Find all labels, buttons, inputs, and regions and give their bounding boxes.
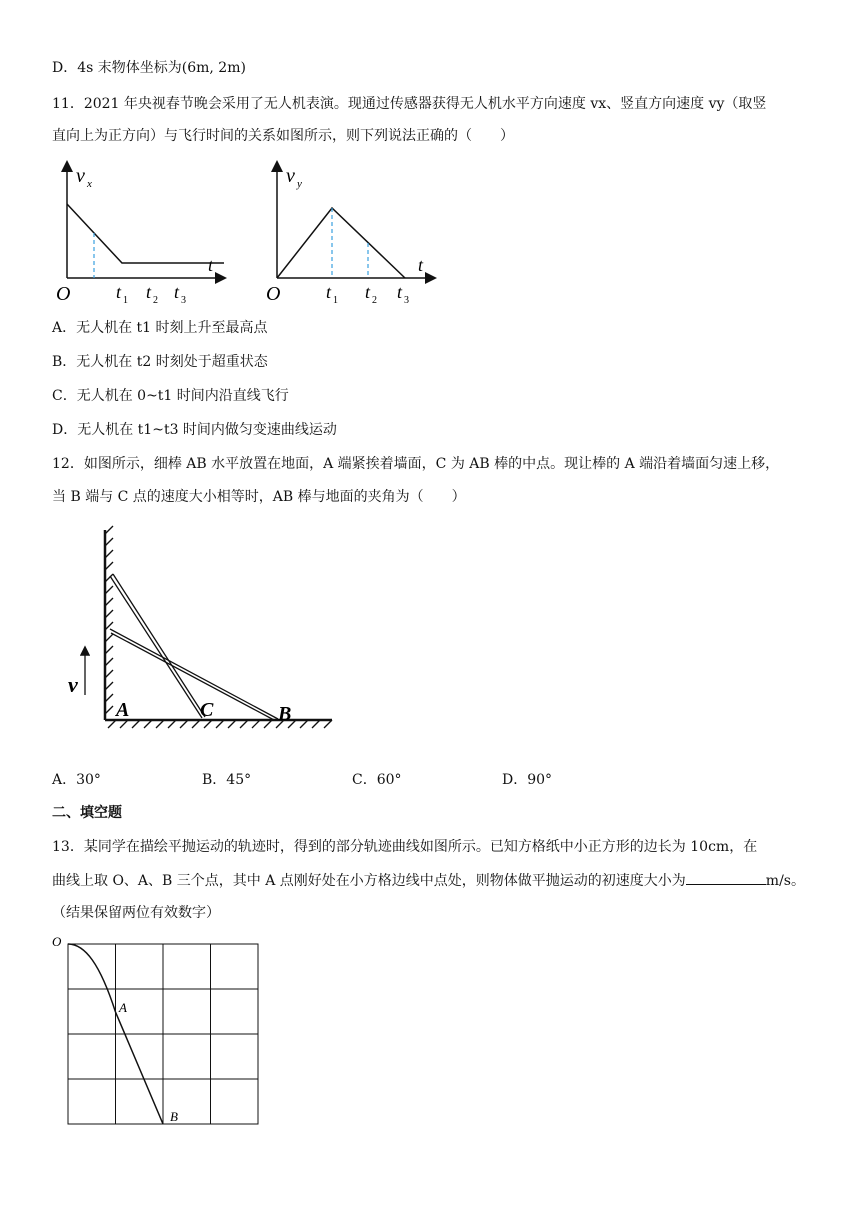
point-b-label: B: [278, 703, 292, 725]
q11-stem-line2: 直向上为正方向）与飞行时间的关系如图所示，则下列说法正确的（ ）: [52, 128, 514, 144]
svg-text:3: 3: [404, 295, 409, 306]
q12-option-d: D．90°: [502, 772, 553, 788]
origin-label: O: [56, 283, 71, 305]
svg-text:t: t: [116, 282, 122, 302]
q10-option-d: D．4s 末物体坐标为(6m, 2m): [52, 60, 246, 76]
svg-text:2: 2: [372, 295, 377, 306]
t-axis-label: t: [208, 255, 214, 275]
q13-stem-line1: 13．某同学在描绘平抛运动的轨迹时，得到的部分轨迹曲线如图所示。已知方格纸中小正方形的边长为 10cm，在: [52, 839, 758, 855]
vx-curve: [67, 204, 224, 263]
q12-stem-line1: 12．如图所示，细棒 AB 水平放置在地面，A 端紧挨着墙面，C 为 AB 棒的中点。现让棒的 A 端沿着墙面匀速上移，: [52, 456, 780, 472]
vx-t-graph: [52, 158, 232, 308]
point-o-label: O: [52, 934, 62, 949]
q11-option-a: A．无人机在 t1 时刻上升至最高点: [52, 320, 268, 336]
point-c-label: C: [200, 699, 214, 721]
answer-blank[interactable]: [686, 870, 766, 885]
q13-stem-line3: （结果保留两位有效数字）: [52, 905, 220, 921]
svg-text:t: t: [174, 282, 180, 302]
section-heading: 二、填空题: [52, 805, 122, 821]
svg-text:3: 3: [181, 295, 186, 306]
q12-option-c: C．60°: [352, 772, 402, 788]
q12-option-b: B．45°: [202, 772, 252, 788]
t-axis-label: t: [418, 255, 424, 275]
svg-text:t: t: [397, 282, 403, 302]
vy-curve: [277, 208, 405, 278]
vy-axis-label: v: [286, 165, 295, 187]
point-a-label: A: [119, 1000, 127, 1015]
q12-option-a: A．30°: [52, 772, 101, 788]
svg-text:t: t: [365, 282, 371, 302]
q11-option-b: B．无人机在 t2 时刻处于超重状态: [52, 354, 268, 370]
svg-text:2: 2: [153, 295, 158, 306]
svg-text:1: 1: [123, 295, 128, 306]
trajectory-grid: [50, 934, 270, 1134]
q11-option-d: D．无人机在 t1~t3 时间内做匀变速曲线运动: [52, 422, 337, 438]
vx-axis-label: v: [76, 165, 85, 187]
rod-steep: [110, 574, 205, 718]
q11-stem-line1: 11．2021 年央视春节晚会采用了无人机表演。现通过传感器获得无人机水平方向速度 vx、竖直方向速度 vy（取竖: [52, 96, 767, 112]
vy-t-graph: [262, 158, 442, 308]
svg-text:t: t: [146, 282, 152, 302]
velocity-label: v: [68, 672, 78, 697]
svg-text:t: t: [326, 282, 332, 302]
svg-text:1: 1: [333, 295, 338, 306]
rod-wall-diagram: [60, 520, 350, 740]
point-b-label: B: [170, 1109, 178, 1124]
point-a-label: A: [116, 699, 130, 721]
q11-option-c: C．无人机在 0~t1 时间内沿直线飞行: [52, 388, 289, 404]
origin-label: O: [266, 283, 281, 305]
q12-stem-line2: 当 B 端与 C 点的速度大小相等时，AB 棒与地面的夹角为（ ）: [52, 489, 466, 505]
svg-text:x: x: [87, 178, 92, 190]
svg-text:y: y: [297, 178, 302, 190]
q13-stem-line2: 曲线上取 O、A、B 三个点，其中 A 点刚好处在小方格边线中点处，则物体做平抛运动的初速度大小为 m/s。: [52, 870, 805, 891]
